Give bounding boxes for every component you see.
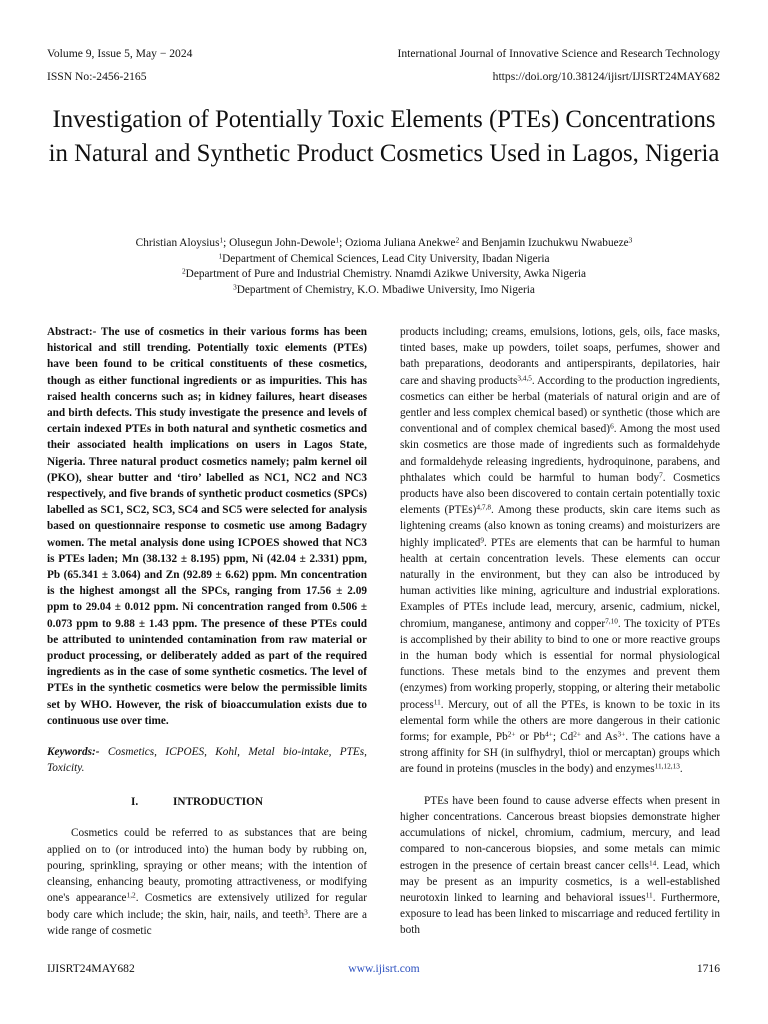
keywords-text: Cosmetics, ICPOES, Kohl, Metal bio-intake, PTEs, Toxicity. bbox=[47, 746, 367, 775]
affiliation-text: Department of Pure and Industrial Chemistry. Nnamdi Azikwe University, Awka Nigeria bbox=[185, 268, 586, 280]
section-heading-introduction bbox=[47, 794, 367, 810]
text-run: . PTEs are elements that can be harmful to human health at certain concentration levels. These elements can occur naturally in the environment, but they can also be introduced by human activities like mining, agriculture and industrial explorations. Examples of PTEs include lead, mercury, arsenic, cadmium, nickel, chromium, manganese, antimony and copper bbox=[400, 536, 721, 630]
citation-superscript: 11,12,13 bbox=[654, 761, 680, 771]
citation-superscript: 3+ bbox=[617, 729, 626, 739]
citation-superscript: 6 bbox=[610, 421, 614, 431]
citation-superscript: 4,7,8 bbox=[476, 502, 492, 512]
affiliation-mark: 2 bbox=[182, 266, 186, 276]
text-run: PTEs have been found to cause adverse effects when present in higher concentrations. Cancerous breast biopsies demonstrate higher accumulations of nickel, chromium, cadmium, mercury, and lead compared to non-cancerous biopsies, and some metals can mimic estrogen in the presence of certain breast cancer cells bbox=[400, 794, 720, 872]
text-run: products including; creams, emulsions, lotions, gels, oils, face masks, tinted bases, make up powders, toilet soaps, perfumes, shower and bath preparations, deodorants and antiperspirants, depilatories, hair care and shaving products bbox=[400, 326, 720, 387]
author-name: Ozioma Juliana Anekwe bbox=[345, 237, 456, 249]
affiliation-mark: 3 bbox=[233, 281, 237, 291]
body-paragraph bbox=[400, 793, 720, 939]
text-run: . The toxicity of PTEs is accomplished by their ability to bind to one or more reactive groups in the human body which is essential for normal physiological functions. These metals bind to the enzymes and prevent them (enzymes) from working properly, stopping, or altering their metabolic process bbox=[400, 617, 720, 711]
text-run: . According to the production ingredients, cosmetics can either be herbal (materials of natural origin and are of gentler and less complex chemical based) or synthetic (those which are conventional and of complex chemical based) bbox=[400, 374, 720, 436]
author-separator: ; bbox=[339, 237, 346, 249]
author-separator: ; bbox=[223, 237, 230, 249]
affiliation-line bbox=[40, 267, 728, 283]
citation-superscript: 1,2 bbox=[126, 890, 136, 900]
affiliation-line bbox=[40, 283, 728, 299]
author-name: Olusegun John-Dewole bbox=[229, 237, 336, 249]
text-run: . Furthermore, exposure to lead has been linked to miscarriage and reduced fertility in both bbox=[400, 891, 720, 937]
author-block bbox=[40, 236, 728, 298]
text-run: . Among the most used skin cosmetics are those made of ingredients such as formaldehyde and formaldehyde releasing ingredients, hydroquinone, parabens, and phthalates which could be harmful to human body bbox=[400, 423, 721, 484]
author-separator: and bbox=[459, 237, 482, 249]
citation-superscript: 2+ bbox=[573, 729, 582, 739]
text-run: . Cosmetics are extensively utilized for regular body care which include; the skin, hair, nails, and teeth bbox=[47, 892, 367, 921]
text-run: . Mercury, out of all the PTEs, is known to be toxic in its elemental form while the others are more dangerous in their cationic forms; for example, Pb bbox=[400, 698, 720, 744]
text-run: . bbox=[679, 763, 683, 776]
citation-superscript: 7 bbox=[659, 470, 663, 480]
section-title: INTRODUCTION bbox=[173, 796, 264, 809]
paper-title: Investigation of Potentially Toxic Elements (PTEs) Concentrations in Natural and Synthetic Product Cosmetics Used in Lagos, Nigeria bbox=[48, 106, 720, 167]
body-paragraph bbox=[400, 324, 720, 778]
author-name: Benjamin Izuchukwu Nwabueze bbox=[481, 237, 629, 249]
left-column bbox=[47, 324, 367, 939]
section-number: I. bbox=[131, 796, 139, 809]
citation-superscript: 9 bbox=[480, 534, 485, 544]
header-journal-name: International Journal of Innovative Science and Research Technology bbox=[397, 47, 720, 60]
citation-superscript: 4+ bbox=[545, 729, 553, 739]
footer-website-link bbox=[0, 962, 768, 976]
header-volume: Volume 9, Issue 5, May − 2024 bbox=[47, 47, 193, 60]
text-run: . Cosmetics products have also been discovered to contain certain potentially toxic elements (PTEs) bbox=[400, 471, 720, 517]
keywords-label: Keywords:- bbox=[47, 746, 100, 759]
text-run: and As bbox=[581, 731, 618, 744]
author-list bbox=[40, 236, 728, 252]
citation-superscript: 7,10 bbox=[605, 616, 618, 625]
text-run: . Among these products, skin care items such as lightening creams (also known as toning creams) and moisturizers are highly implicated bbox=[400, 504, 720, 549]
intro-paragraph bbox=[47, 825, 367, 938]
footer-url-text[interactable]: www.ijisrt.com bbox=[348, 962, 420, 975]
affiliation-line bbox=[40, 252, 728, 268]
text-run: ; Cd bbox=[552, 731, 574, 744]
author-affiliation-mark: 1 bbox=[219, 235, 224, 245]
author-affiliation-mark: 3 bbox=[628, 235, 633, 245]
author-affiliation-mark: 2 bbox=[455, 235, 460, 245]
abstract: Abstract:- The use of cosmetics in their various forms has been historical and still trending. Potentially toxic elements (PTEs) have been found to be critical constituents of these cosmetics, though as either functional ingredients or as impurities. This has raised health concerns such as; in kidney failures, heart diseases and birth defects. This study investigate the presence and levels of certain indexed PTEs in both natural and synthetic cosmetics and their associated health implications on users in Lagos State, Nigeria. Three natural product cosmetics namely; palm kernel oil (PKO), shear butter and ‘tiro’ labelled as NC1, NC2 and NC3 respectively, and five brands of synthetic product cosmetics (SPCs) labelled as SC1, SC2, SC3, SC4 and SC5 were selected for analysis based on questionnaire response to cosmetic use among Badagry women. The metal analysis done using ICPOES showed that NC3 is PTEs laden; Mn (38.132 ± 8.195) ppm, Ni (42.04 ± 2.331) ppm, Pb (65.341 ± 3.064) and Zn (92.89 ± 6.62) ppm. Mn concentration is the highest amongst all the SPCs, ranging from 17.56 ± 2.09 ppm to 29.04 ± 0.012 ppm. Ni concentration ranged from 0.506 ± 0.073 ppm to 9.88 ± 1.43 ppm. The presence of these PTEs could be attributed to unintended contamination from raw material or product processing, or deliberately added as part of the required ingredients as in the case of some synthetic cosmetics. The level of PTEs in the synthetic cosmetics were below the permissible limits set by WHO. However, the risk of bioaccumulation exists due to continuous use over time. bbox=[47, 326, 367, 727]
citation-superscript: 2+ bbox=[507, 729, 516, 739]
text-run: or Pb bbox=[515, 731, 546, 744]
author-name: Christian Aloysius bbox=[135, 237, 220, 249]
text-run: Cosmetics could be referred to as substances that are being applied on to (or introduced into) the human body by rubbing on, pouring, sprinkling, spraying or other means; with the intention of cleansing, enhancing beauty, promoting attractiveness, or modifying one's appearance bbox=[47, 827, 367, 905]
text-run: . The cations have a strong affinity for SH (in sulfhydryl, thiol or mercaptan) groups which are found in proteins (muscles in the body) and enzymes bbox=[400, 731, 720, 776]
citation-superscript: 3,4,5 bbox=[517, 372, 532, 382]
keywords bbox=[47, 744, 367, 776]
citation-superscript: 14 bbox=[649, 857, 657, 867]
citation-superscript: 11 bbox=[645, 890, 653, 900]
right-column bbox=[400, 324, 720, 939]
text-run: . There are a wide range of cosmetic bbox=[47, 908, 367, 937]
citation-superscript: 11 bbox=[433, 697, 441, 707]
citation-superscript: 3 bbox=[304, 906, 308, 916]
header-doi-link[interactable]: https://doi.org/10.38124/ijisrt/IJISRT24MAY682 bbox=[492, 70, 720, 83]
header-issn: ISSN No:-2456-2165 bbox=[47, 70, 147, 83]
footer-paper-id: IJISRT24MAY682 bbox=[47, 962, 135, 975]
footer-page-number: 1716 bbox=[696, 962, 720, 975]
affiliation-mark: 1 bbox=[218, 250, 223, 260]
affiliation-text: Department of Chemistry, K.O. Mbadiwe University, Imo Nigeria bbox=[236, 283, 535, 296]
text-run: . Lead, which may be present as an impurity cosmetics, is a well-established neurotoxin linked to learning and behavioral issues bbox=[400, 859, 720, 904]
author-affiliation-mark: 1 bbox=[335, 235, 340, 245]
affiliation-text: Department of Chemical Sciences, Lead City University, Ibadan Nigeria bbox=[222, 252, 550, 265]
